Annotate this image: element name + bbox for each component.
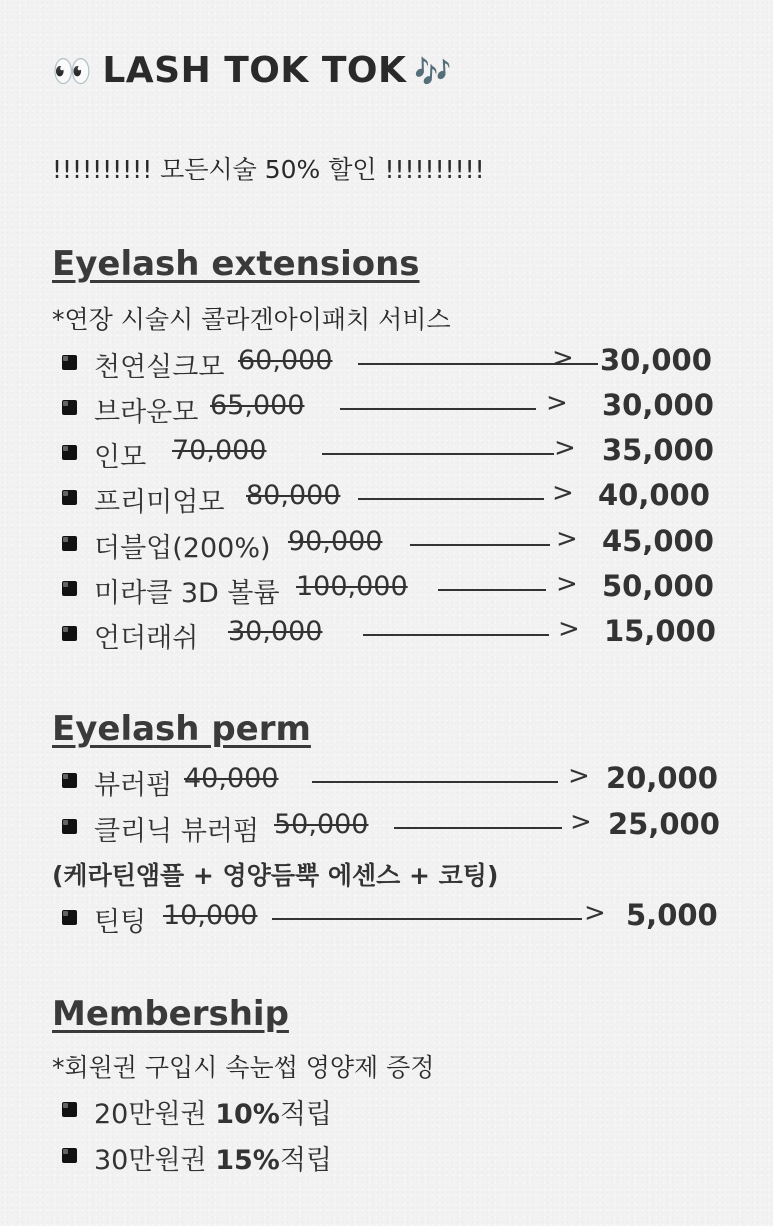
old-price: 30,000 (228, 616, 323, 647)
membership-suffix: 적립 (279, 1145, 333, 1176)
arrow-head: > (554, 433, 576, 463)
price-row (60, 807, 720, 847)
section-heading-membership: Membership (52, 994, 289, 1034)
arrow-line (358, 498, 544, 500)
price-row (60, 388, 720, 428)
price-row (60, 761, 720, 801)
new-price: 35,000 (602, 433, 714, 467)
section-heading-perm: Eyelash perm (52, 709, 311, 749)
bullet-icon (62, 910, 77, 925)
new-price: 20,000 (606, 761, 718, 795)
membership-item (94, 1092, 332, 1131)
old-price: 80,000 (246, 480, 341, 511)
arrow-head: > (556, 524, 578, 554)
item-name: 미라클 3D 볼륨 (94, 578, 280, 609)
old-price: 90,000 (288, 526, 383, 557)
bullet-icon (62, 819, 77, 834)
new-price: 45,000 (602, 524, 714, 558)
bullet-icon (62, 581, 77, 596)
item-name: 클리닉 뷰러펌 (94, 816, 260, 847)
bullet-icon (62, 536, 77, 551)
arrow-line (410, 544, 550, 546)
price-row (60, 478, 720, 518)
bullet-icon (62, 773, 77, 788)
arrow-head: > (552, 478, 574, 508)
old-price: 60,000 (238, 345, 333, 376)
membership-suffix: 적립 (279, 1099, 333, 1130)
bullet-icon (62, 1102, 77, 1117)
arrow-head: > (558, 614, 580, 644)
bullet-icon (62, 355, 77, 370)
item-name: 천연실크모 (94, 352, 225, 383)
old-price: 10,000 (163, 900, 258, 931)
item-name: 더블업(200%) (94, 533, 271, 564)
item-name: 인모 (94, 442, 147, 473)
price-row (60, 569, 720, 609)
old-price: 70,000 (172, 435, 267, 466)
membership-amount: 20만원권 (94, 1099, 207, 1130)
arrow-head: > (570, 807, 592, 837)
shop-name: LASH TOK TOK (102, 50, 407, 91)
arrow-line (322, 453, 554, 455)
new-price: 5,000 (626, 898, 718, 932)
shop-title (52, 50, 452, 91)
membership-row (60, 1136, 720, 1176)
new-price: 15,000 (604, 614, 716, 648)
item-name: 뷰러펌 (94, 770, 173, 801)
bullet-icon (62, 1148, 77, 1163)
extensions-note: *연장 시술시 콜라겐아이패치 서비스 (52, 305, 451, 334)
price-row (60, 343, 720, 383)
item-name: 브라운모 (94, 397, 199, 428)
new-price: 25,000 (608, 807, 720, 841)
membership-rate: 10% (215, 1099, 280, 1130)
membership-note: *회원권 구입시 속눈썹 영양제 증정 (52, 1053, 435, 1082)
arrow-line (394, 827, 562, 829)
new-price: 30,000 (602, 388, 714, 422)
new-price: 50,000 (602, 569, 714, 603)
bullet-icon (62, 490, 77, 505)
membership-rate: 15% (215, 1145, 280, 1176)
membership-amount: 30만원권 (94, 1145, 207, 1176)
item-name: 프리미엄모 (94, 487, 225, 518)
bullet-icon (62, 400, 77, 415)
music-notes-icon: 🎶 (414, 55, 453, 90)
price-row (60, 433, 720, 473)
arrow-line (363, 634, 549, 636)
price-row (60, 524, 720, 564)
arrow-line (312, 781, 558, 783)
new-price: 30,000 (600, 343, 712, 377)
arrow-head: > (556, 569, 578, 599)
promo-banner: !!!!!!!!!! 모든시술 50% 할인 !!!!!!!!!! (52, 155, 485, 184)
item-name: 틴팅 (94, 907, 147, 938)
eyes-emoji-icon: 👀 (52, 52, 93, 90)
arrow-head: > (584, 898, 606, 928)
new-price: 40,000 (598, 478, 710, 512)
arrow-line (438, 589, 546, 591)
old-price: 50,000 (274, 809, 369, 840)
arrow-head: > (568, 761, 590, 791)
old-price: 65,000 (210, 390, 305, 421)
item-name: 언더래쉬 (94, 623, 199, 654)
section-heading-extensions: Eyelash extensions (52, 244, 420, 284)
arrow-line (272, 918, 582, 920)
price-row (60, 614, 720, 654)
clinic-perm-note: (케라틴앰플 + 영양듬뿍 에센스 + 코팅) (52, 861, 499, 890)
arrow-head: > (552, 343, 574, 373)
arrow-head: > (546, 388, 568, 418)
membership-row (60, 1090, 720, 1130)
old-price: 40,000 (184, 763, 279, 794)
bullet-icon (62, 445, 77, 460)
bullet-icon (62, 626, 77, 641)
price-row (60, 898, 720, 938)
old-price: 100,000 (296, 571, 408, 602)
arrow-line (340, 408, 536, 410)
membership-item (94, 1138, 332, 1177)
